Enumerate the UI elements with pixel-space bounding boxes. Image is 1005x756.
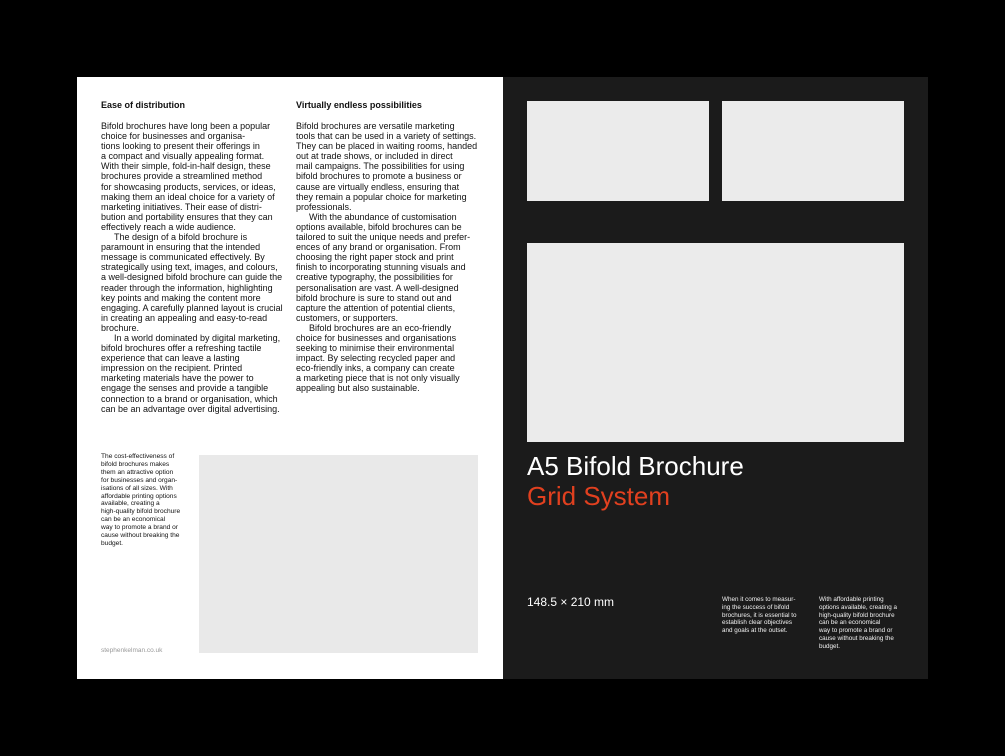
text-column-2 <box>296 99 478 394</box>
side-note-2: With affordable printing options available, creating a high-quality bifold brochure can be an economical way to promote a brand or cause without breaking the budget. <box>819 596 898 650</box>
column-2-paragraph: Bifold brochures are an eco-friendly choice for businesses and organisations seeking to minimise their environmental impact. By selecting recycled paper and eco-friendly inks, a company can create a marketing piece that is not only visually appealing but also sustainable. <box>296 322 460 394</box>
column-2-heading: Virtually endless possibilities <box>296 100 422 110</box>
right-page <box>503 77 928 679</box>
brochure-spread <box>77 77 928 679</box>
image-placeholder-top-left <box>527 101 709 201</box>
image-placeholder-large <box>527 243 904 442</box>
side-note-1: When it comes to measur- ing the success of bifold brochures, it is essential to establish clear objectives and goals at the outset. <box>722 596 797 635</box>
brochure-subtitle: Grid System <box>527 481 671 511</box>
image-caption: The cost-effectiveness of bifold brochures makes them an attractive option for businesses and organ- isations of all sizes. With affordable printing options available, creating a high-quality bifold brochure can be an economical way to promote a brand or cause without breaking the budget. <box>101 453 181 547</box>
column-1-paragraph: Bifold brochures have long been a popular choice for businesses and organisa- tions looking to present their offerings in a compact and visually appealing format. With their simple, fold-in-half design, these brochures provide a streamlined method for showcasing products, services, or ideas, making them an ideal choice for a variety of marketing initiatives. Their ease of distri- bution and portability ensures that they can effectively reach a wide audience. <box>101 121 276 232</box>
dimensions-label: 148.5 × 210 mm <box>527 595 615 609</box>
text-column-1 <box>101 99 285 414</box>
column-2-paragraph: Bifold brochures are versatile marketing tools that can be used in a variety of settings. They can be placed in waiting rooms, handed out at trade shows, or included in direct mail campaigns. The possibilities for using bifold brochures to promote a business or cause are virtually endless, ensuring that they remain a popular choice for marketing professionals. <box>296 121 478 212</box>
column-1-paragraph: In a world dominated by digital marketing, bifold brochures offer a refreshing tactile experience that can leave a lasting impression on the recipient. Printed marketing materials have the power to engage the senses and provide a tangible connection to a brand or organisation, which can be an advantage over digital advertising. <box>101 332 281 414</box>
image-placeholder-top-right <box>722 101 904 201</box>
image-placeholder <box>199 455 478 653</box>
left-page <box>77 77 503 679</box>
brochure-title: A5 Bifold Brochure <box>527 451 744 481</box>
column-1-heading: Ease of distribution <box>101 100 186 110</box>
footer-url: stephenkelman.co.uk <box>101 647 163 654</box>
column-1-paragraph: The design of a bifold brochure is paramount in ensuring that the intended message is communicated effectively. By strategically using text, images, and colours, a well-designed bifold brochure can guide the reader through the information, highlighting key points and making the content more engaging. A carefully planned layout is crucial in creating an appealing and easy-to-read brochure. <box>101 232 283 333</box>
column-2-paragraph: With the abundance of customisation options available, bifold brochures can be tailored to suit the unique needs and prefer- ences of any brand or organisation. From choosing the right paper stock and print finish to incorporating stunning visuals and creative typography, the possibilities for personalisation are vast. A well-designed bifold brochure is sure to stand out and capture the attention of potential clients, customers, or supporters. <box>296 211 471 323</box>
